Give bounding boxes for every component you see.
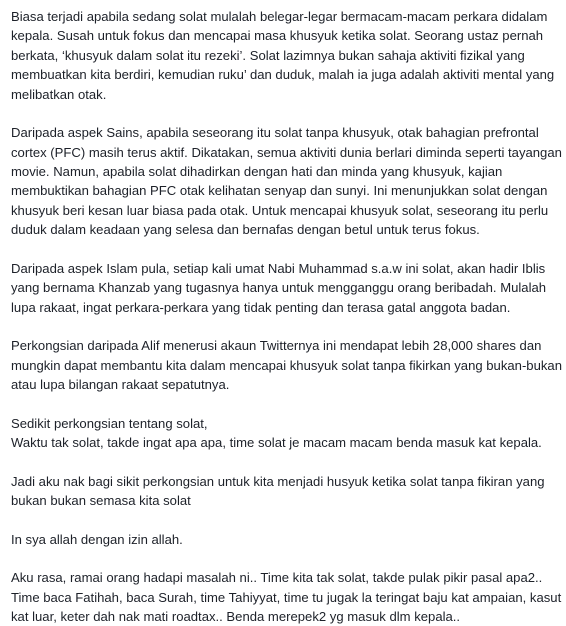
paragraph-twitter-share xyxy=(11,336,560,394)
text-line: lupa rakaat, ingat perkara-perkara yang tidak penting dan terasa gatal anggota badan. xyxy=(11,299,511,315)
text-line: atau lupa bilangan rakaat sepatutnya. xyxy=(11,377,230,393)
paragraph-intro xyxy=(11,7,560,104)
text-line: Sedikit perkongsian tentang solat, xyxy=(11,415,208,431)
text-line: Perkongsian daripada Alif menerusi akaun Twitternya ini mendapat lebih 28,000 shares dan xyxy=(11,338,542,354)
text-line: Daripada aspek Sains, apabila seseorang itu solat tanpa khusyuk, otak bahagian prefrontal xyxy=(11,125,539,141)
paragraph-quote-intro xyxy=(11,414,560,453)
text-line: Aku rasa, ramai orang hadapi masalah ni.. Time kita tak solat, takde pulak pikir pasal apa2.. xyxy=(11,570,543,586)
paragraph-insya-allah xyxy=(11,530,560,549)
text-line: Waktu tak solat, takde ingat apa apa, time solat je macam macam benda masuk kat kepala. xyxy=(11,435,542,451)
text-line: Daripada aspek Islam pula, setiap kali umat Nabi Muhammad s.a.w ini solat, akan hadir Iblis xyxy=(11,260,546,276)
text-line: berkata, ‘khusyuk dalam solat itu rezeki’. Solat lazimnya bukan sahaja aktiviti fizikal yang xyxy=(11,47,525,63)
text-line: membuatkan kita berdiri, kemudian ruku’ dan duduk, malah ia juga adalah aktiviti mental yang xyxy=(11,67,555,83)
text-line: bukan bukan semasa kita solat xyxy=(11,493,191,509)
paragraph-science xyxy=(11,123,560,239)
text-line: membuktikan bahagian PFC otak kelihatan senyap dan sunyi. Ini menunjukkan solat dengan xyxy=(11,183,548,199)
text-line: cortex (PFC) masih terus aktif. Dikatakan, semua aktiviti dunia berlari diminda seperti tayangan xyxy=(11,144,562,160)
text-line: melibatkan otak. xyxy=(11,86,107,102)
paragraph-problem xyxy=(11,568,560,626)
text-line: In sya allah dengan izin allah. xyxy=(11,531,183,547)
text-line: Jadi aku nak bagi sikit perkongsian untuk kita menjadi husyuk ketika solat tanpa fikiran yang xyxy=(11,473,545,489)
text-line: movie. Namun, apabila solat dihadirkan dengan hati dan minda yang khusyuk, kajian xyxy=(11,164,503,180)
text-line: Biasa terjadi apabila sedang solat mulalah belegar-legar bermacam-macam perkara didalam xyxy=(11,9,548,24)
text-line: mungkin dapat membantu kita dalam mencapai khusyuk solat tanpa fikirkan yang bukan-bukan xyxy=(11,357,562,373)
paragraph-islam xyxy=(11,259,560,317)
text-line: kat luar, keter dah nak mati roadtax.. Benda merepek2 yg masuk dlm kepala.. xyxy=(11,609,461,625)
paragraph-quote-share xyxy=(11,472,560,511)
text-line: kepala. Susah untuk fokus dan mencapai masa khusyuk ketika solat. Seorang ustaz pernah xyxy=(11,28,544,44)
text-line: duduk dalam keadaan yang selesa dan bernafas dengan betul untuk terus fokus. xyxy=(11,222,480,238)
text-line: Time baca Fatihah, baca Surah, time Tahiyyat, time tu jugak la teringat baju kat ampaian, kasut xyxy=(11,589,562,605)
text-line: khusyuk beri kesan luar biasa pada otak. Untuk mencapai khusyuk solat, seseorang itu perlu xyxy=(11,202,549,218)
text-line: yang bernama Khanzab yang tugasnya hanya untuk mengganggu orang beribadah. Mulalah xyxy=(11,280,547,296)
